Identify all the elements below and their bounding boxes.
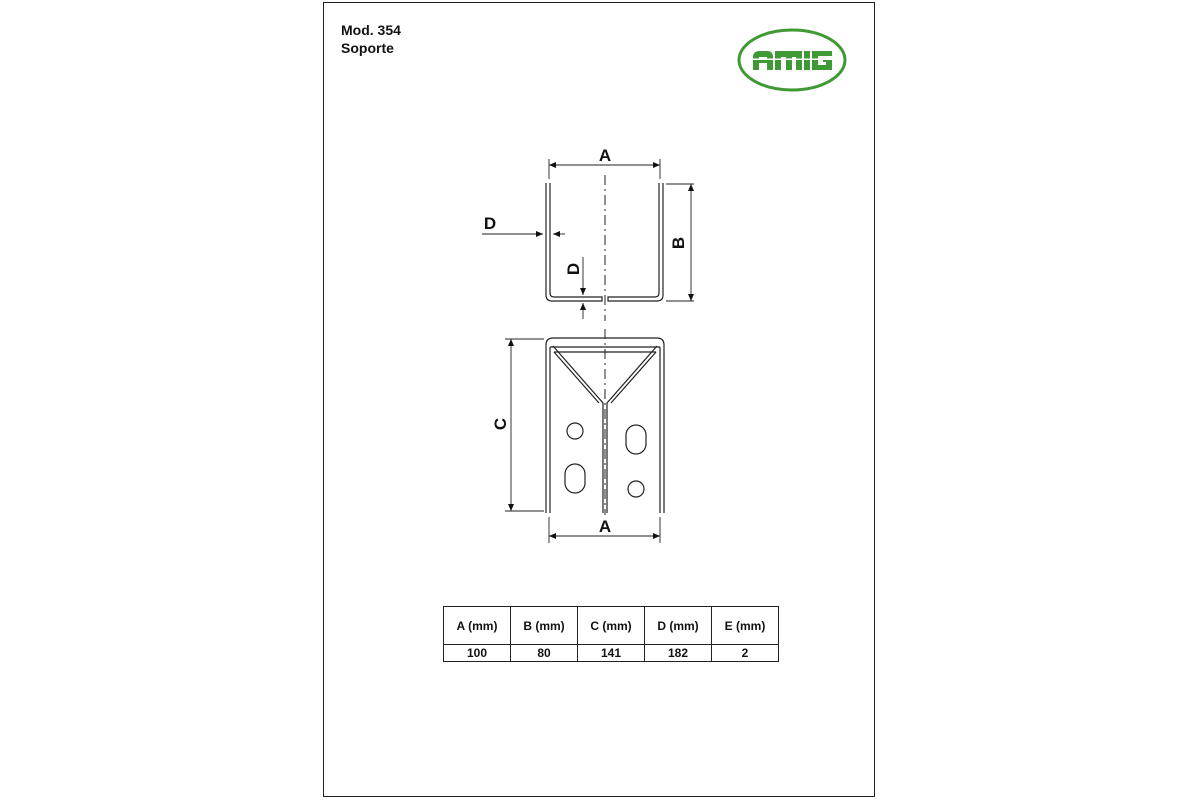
table-header-cell: C (mm) [578, 607, 645, 645]
dimension-label-d-vertical: D [564, 262, 583, 276]
dimension-label-b: B [669, 236, 688, 250]
table-cell: 80 [511, 645, 578, 662]
model-number: Mod. 354 [341, 22, 401, 38]
dimensions-table [443, 606, 779, 662]
table-cell: 182 [645, 645, 712, 662]
dimension-label-c: C [491, 417, 510, 431]
technical-drawing [324, 3, 876, 563]
table-row [444, 645, 779, 662]
table-header-cell: B (mm) [511, 607, 578, 645]
dimension-label-a-bottom: A [598, 517, 612, 536]
table-header-cell: E (mm) [712, 607, 779, 645]
table-cell: 2 [712, 645, 779, 662]
drawing-sheet [323, 2, 875, 797]
table-cell: 141 [578, 645, 645, 662]
table-header-cell: D (mm) [645, 607, 712, 645]
table-cell: 100 [444, 645, 511, 662]
table-header-cell: A (mm) [444, 607, 511, 645]
product-name: Soporte [341, 40, 394, 56]
dimension-label-d-left: D [483, 214, 497, 233]
dimension-label-a-top: A [598, 146, 612, 165]
table-header-row [444, 607, 779, 645]
